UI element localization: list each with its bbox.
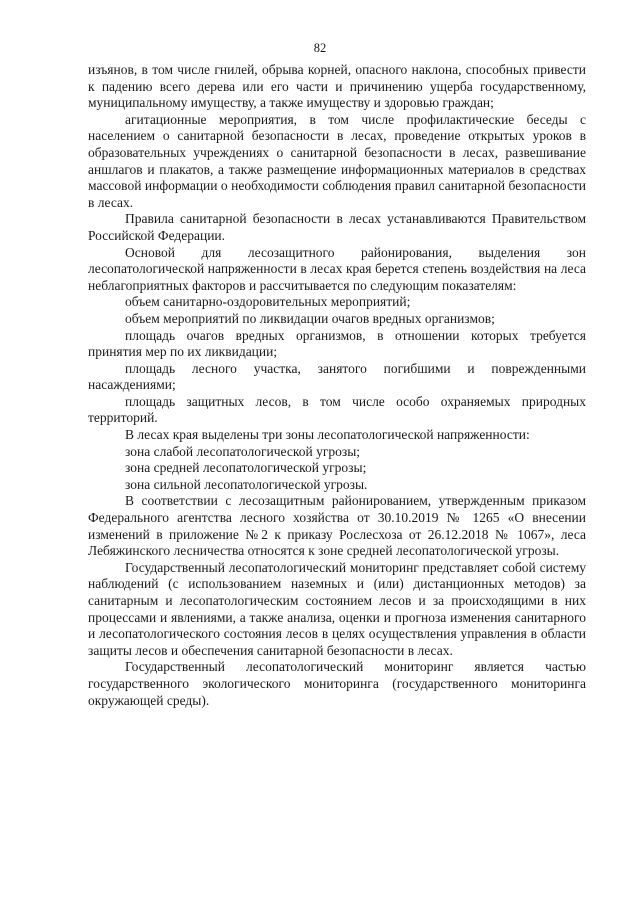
list-item: зона средней лесопатологической угрозы; — [125, 460, 367, 476]
list-item: зона слабой лесопатологической угрозы; — [125, 443, 361, 459]
list-item: объем мероприятий по ликвидации очагов вредных организмов; — [125, 310, 495, 326]
document-body — [88, 62, 586, 709]
list-item: зона сильной лесопатологической угрозы. — [125, 476, 368, 492]
paragraph: Основой для лесозащитного районирования, выделения зон лесопатологической напряженности в лесах края берется степень воздействия на леса неблагоприятных факторов и рассчитывается по следующим показателям: — [88, 244, 586, 293]
paragraph: В соответствии с лесозащитным районированием, утвержденным приказом Федерального агентства лесного хозяйства от 30.10.2019 № 1265 «О внесении изменений в приложение №2 к приказу Рослесхоза от 26.12.2018 № 1067», леса Лебяжинского лесничества относятся к зоне средней лесопатологической угрозы. — [88, 493, 586, 559]
paragraph: Государственный лесопатологический мониторинг представляет собой систему наблюдений (с использованием наземных и (или) дистанционных методов) за санитарным и лесопатологическим состоянием лесов и за происходящими в них процессами и явлениями, а также анализа, оценки и прогноза изменения санитарного и лесопатологического состояния лесов в целях осуществления управления в области защиты лесов и обеспечения санитарной безопасности в лесах. — [88, 559, 586, 658]
page-number: 82 — [313, 41, 327, 55]
list-item: площадь очагов вредных организмов, в отношении которых требуется принятия мер по их ликвидации; — [88, 327, 586, 360]
list-item: объем санитарно-оздоровительных мероприятий; — [125, 294, 411, 310]
paragraph: изъянов, в том числе гнилей, обрыва корней, опасного наклона, способных привести к падению всего дерева или его части и причинению ущерба государственному, муниципальному имуществу, а также имуществу и здоровью граждан; — [88, 62, 586, 111]
list-item: площадь защитных лесов, в том числе особо охраняемых природных территорий. — [88, 393, 586, 426]
paragraph: В лесах края выделены три зоны лесопатологической напряженности: — [125, 427, 530, 443]
list-item: площадь лесного участка, занятого погибшими и поврежденными насаждениями; — [88, 360, 586, 393]
paragraph: Правила санитарной безопасности в лесах устанавливаются Правительством Российской Федерации. — [88, 211, 586, 243]
paragraph: Государственный лесопатологический мониторинг является частью государственного экологического мониторинга (государственного мониторинга окружающей среды). — [88, 659, 586, 708]
paragraph: агитационные мероприятия, в том числе профилактические беседы с населением о санитарной безопасности в лесах, проведение открытых уроков в образовательных учреждениях о санитарной безопасности в лесах, развешивание аншлагов и плакатов, а также размещение информационных материалов в средствах массовой информации о необходимости соблюдения правил санитарной безопасности в лесах. — [88, 111, 586, 210]
